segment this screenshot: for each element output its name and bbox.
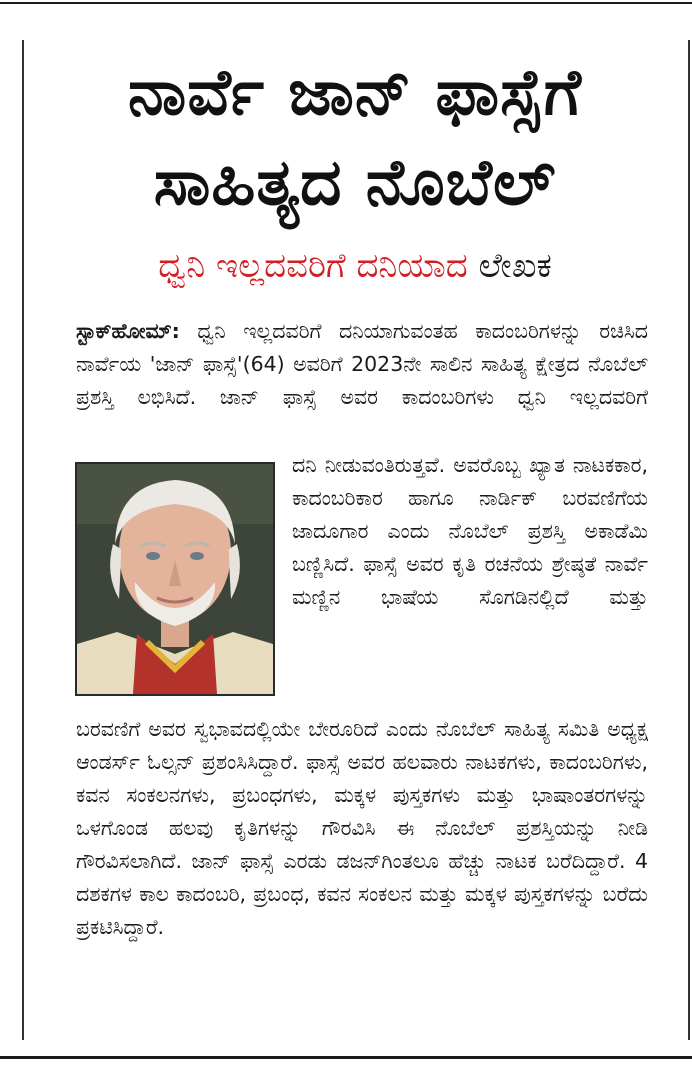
after-photo-text: ಬರವಣಿಗೆ ಅವರ ಸ್ವಭಾವದಲ್ಲಿಯೇ ಬೇರೂರಿದೆ ಎಂದು ನೊಬೆಲ್ ಸಾಹಿತ್ಯ ಸಮಿತಿ ಅಧ್ಯಕ್ಷ ಆಂಡರ್ಸ್ ಓಲ್ಸನ್ ಪ್ರಶಂಸಿಸಿದ್ದಾರೆ. ಫಾಸ್ಸೆ ಅವರ ಹಲವಾರು ನಾಟಕಗಳು, ಕಾದಂಬರಿಗಳು, ಕವನ ಸಂಕಲನಗಳು, ಪ್ರಬಂಧಗಳು, ಮಕ್ಕಳ ಪುಸ್ತಕಗಳು ಮತ್ತು ಭಾಷಾಂತರಗಳನ್ನು ಒಳಗೊಂಡ ಹಲವು ಕೃತಿಗಳನ್ನು ಗೌರವಿಸಿ ಈ ನೊಬೆಲ್ ಪ್ರಶಸ್ತಿಯನ್ನು ನೀಡಿ ಗೌರವಿಸಲಾಗಿದೆ. ಜಾನ್ ಫಾಸ್ಸೆ ಎರಡು ಡಜನ್‌ಗಿಂತಲೂ ಹೆಚ್ಚು ನಾಟಕ ಬರೆದಿದ್ದಾರೆ. 4 ದಶಕಗಳ ಕಾಲ ಕಾದಂಬರಿ, ಪ್ರಬಂಧ, ಕವನ ಸಂಕಲನ ಮತ್ತು ಮಕ್ಕಳ ಪುಸ್ತಕಗಳನ್ನು ಬರೆದು ಪ್ರಕಟಿಸಿದ್ದಾರೆ. — [76, 717, 648, 939]
intro-paragraph — [76, 315, 648, 414]
right-column-rule — [688, 40, 690, 1040]
intro-text: ಧ್ವನಿ ಇಲ್ಲದವರಿಗೆ ದನಿಯಾಗುವಂತಹ ಕಾದಂಬರಿಗಳನ್ನು ರಚಿಸಿದ ನಾರ್ವೆಯ 'ಜಾನ್ ಫಾಸ್ಸೆ'(64) ಅವರಿಗೆ 2023ನೇ ಸಾಲಿನ ಸಾಹಿತ್ಯ ಕ್ಷೇತ್ರದ ನೊಬೆಲ್ ಪ್ರಶಸ್ತಿ ಲಭಿಸಿದೆ. ಜಾನ್ ಫಾಸ್ಸೆ ಅವರ ಕಾದಂಬರಿಗಳು ಧ್ವನಿ ಇಲ್ಲದವರಿಗೆ — [76, 319, 648, 409]
headline-line-2: ಸಾಹಿತ್ಯದ ನೊಬೆಲ್ — [153, 146, 557, 220]
beside-photo-text: ದನಿ ನೀಡುವಂತಿರುತ್ತವೆ. ಅವರೊಬ್ಬ ಖ್ಯಾತ ನಾಟಕಕಾರ, ಕಾದಂಬರಿಕಾರ ಹಾಗೂ ನಾರ್ಡಿಕ್ ಬರವಣಿಗೆಯ ಜಾದೂಗಾರ ಎಂದು ನೊಬೆಲ್ ಪ್ರಶಸ್ತಿ ಅಕಾಡೆಮಿ ಬಣ್ಣಿಸಿದೆ. ಫಾಸ್ಸೆ ಅವರ ಕೃತಿ ರಚನೆಯ ಶ್ರೇಷ್ಠತೆ ನಾರ್ವೆ ಮಣ್ಣಿನ ಭಾಷೆಯ ಸೊಗಡಿನಲ್ಲಿದೆ ಮತ್ತು — [292, 453, 648, 609]
paragraph-beside-photo — [292, 449, 648, 614]
portrait-illustration — [77, 464, 273, 694]
paragraph-after-photo — [76, 713, 648, 944]
headline — [40, 48, 670, 228]
dateline: ಸ್ಟಾಕ್‌ಹೋಮ್: — [76, 319, 180, 343]
top-rule — [0, 2, 692, 4]
subheadline — [40, 240, 670, 292]
subheadline-red: ಧ್ವನಿ ಇಲ್ಲದವರಿಗೆ ದನಿಯಾದ — [158, 246, 468, 286]
subheadline-black: ಲೇಖಕ — [478, 246, 552, 286]
author-photo — [75, 462, 275, 696]
left-column-rule — [22, 40, 24, 1040]
headline-line-1: ನಾರ್ವೆ ಜಾನ್ ಫಾಸ್ಸೆಗೆ — [128, 56, 582, 130]
bottom-rule — [0, 1056, 692, 1059]
